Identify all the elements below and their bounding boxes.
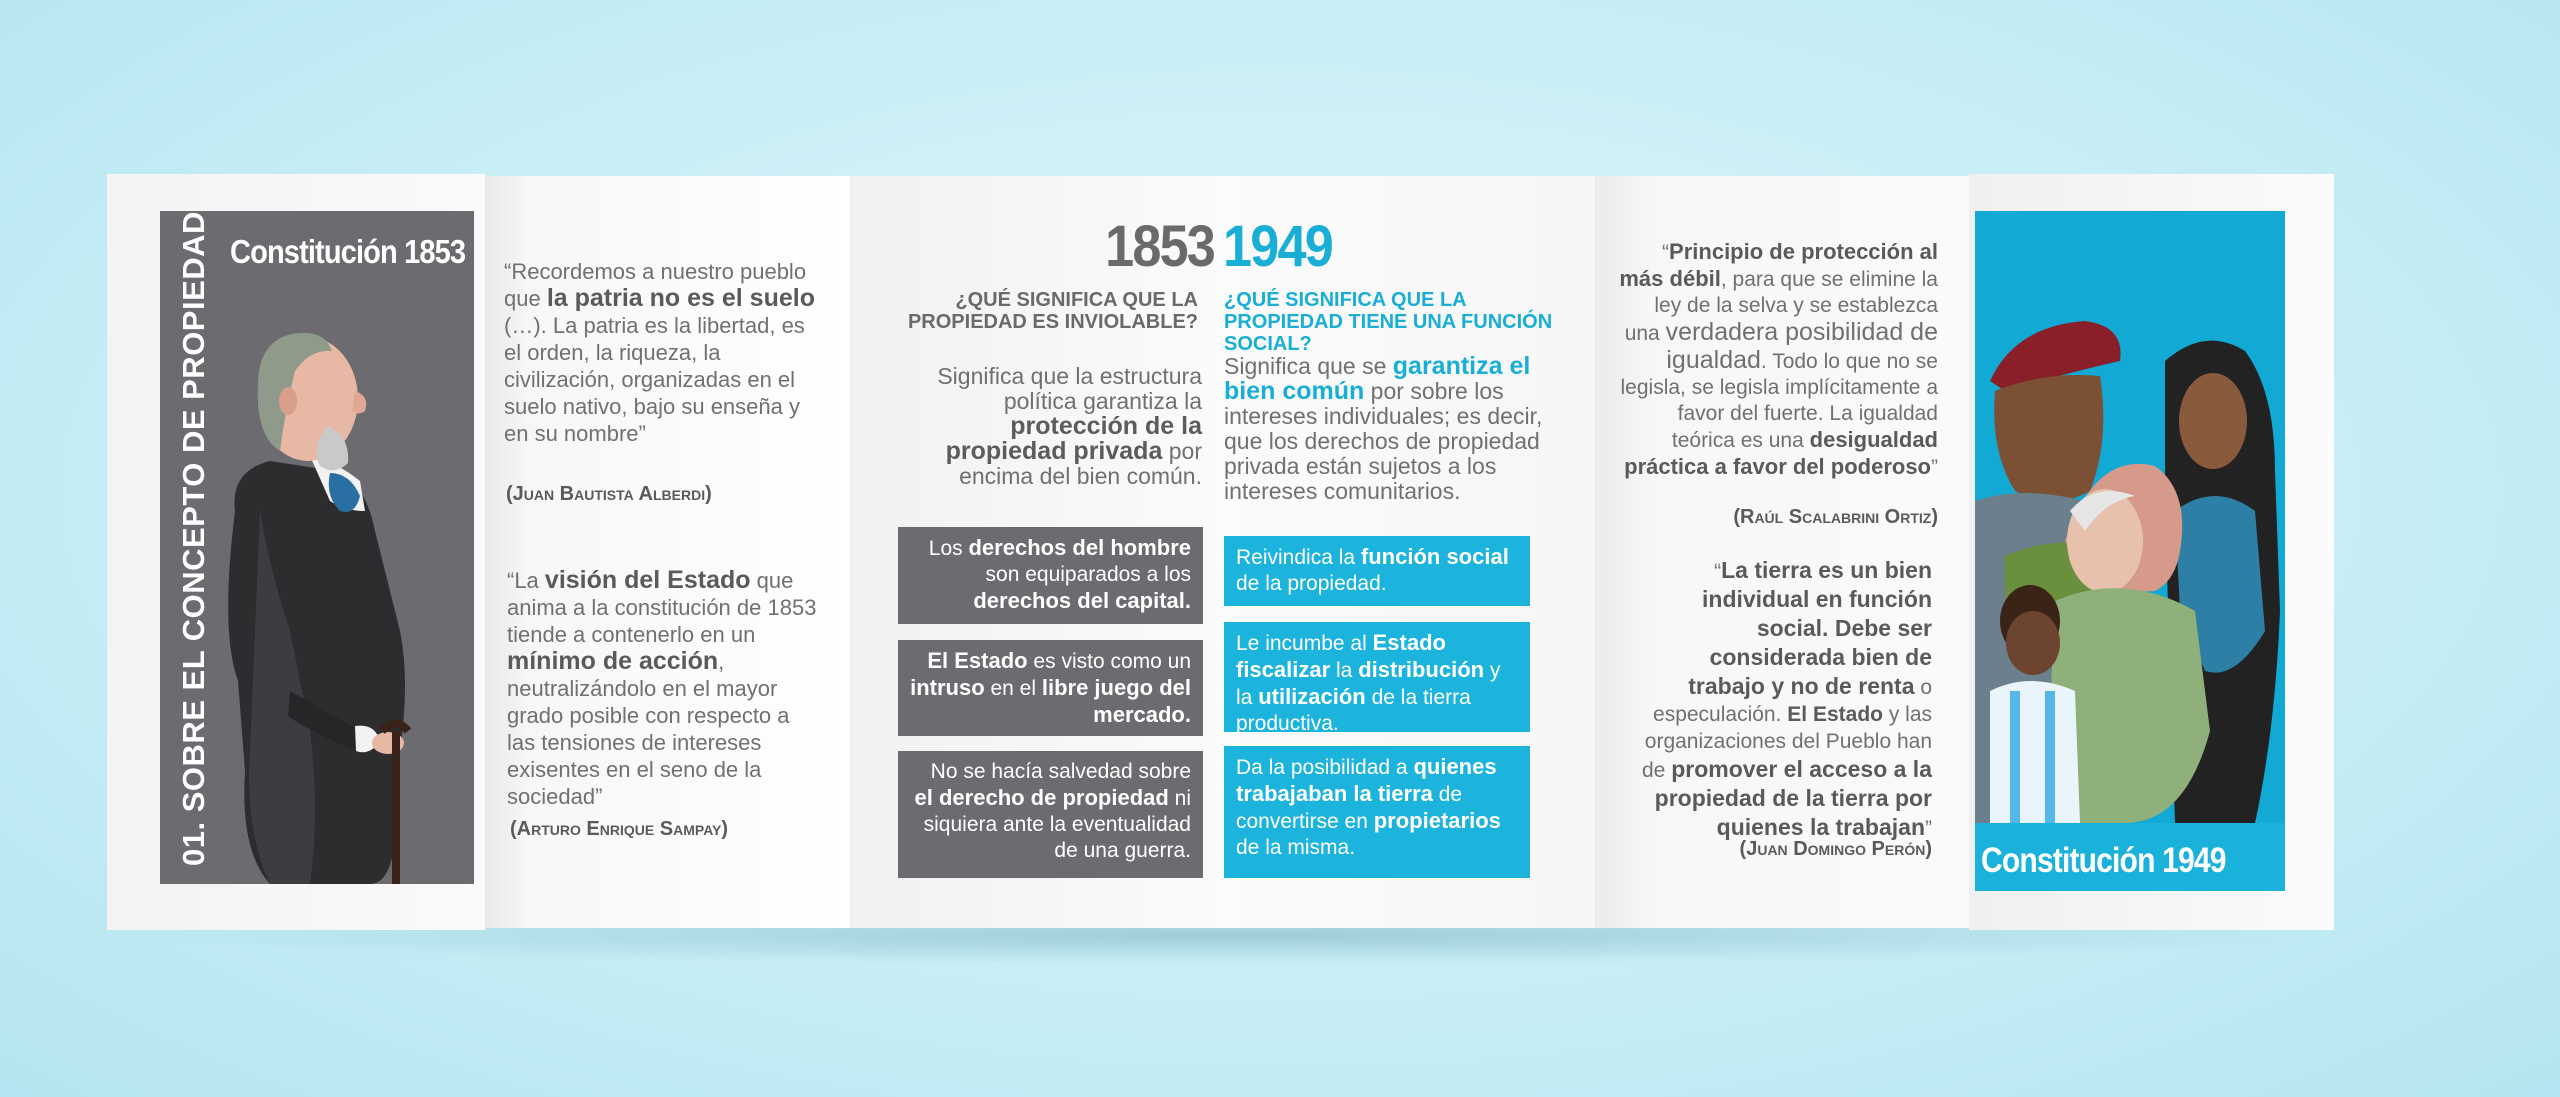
quote-text: “	[1662, 241, 1670, 264]
quote-highlight: verdadera posibilidad de igualdad	[1665, 318, 1938, 374]
box-text: .	[1184, 702, 1191, 727]
quote-emphasis: La tierra es un bien individual en función social. Debe ser considerada bien de trabajo y no de renta	[1688, 557, 1932, 699]
answer-text: Significa que la estructura política garantiza la	[937, 363, 1202, 414]
cover-1853-block	[160, 211, 474, 884]
box-text: en el	[984, 677, 1042, 700]
box-emphasis: El Estado	[927, 648, 1028, 673]
quote-text: , neutralizándolo en el mayor grado posible con respecto a las tensiones de intereses exisentes en el seno de la sociedad”	[507, 649, 790, 809]
author-scalabrini: (Raúl Scalabrini Ortiz)	[1733, 506, 1938, 528]
box-text: de la tierra productiva.	[1236, 686, 1471, 735]
year-1949: 1949	[1223, 214, 1332, 279]
year-1853: 1853	[1105, 214, 1215, 279]
answer-1949	[1224, 354, 1554, 504]
box-emphasis: utilización	[1258, 684, 1366, 709]
answer-text: por encima del bien común.	[959, 438, 1202, 489]
quote-emphasis: la patria no es el suelo	[546, 284, 815, 312]
quote-emphasis: mínimo de acción	[507, 647, 719, 675]
section-title: 01. SOBRE EL CONCEPTO DE PROPIEDAD	[176, 211, 211, 866]
quote-text: “Recordemos a nuestro pueblo que	[504, 259, 807, 311]
cover-title-1853: Constitución 1853	[230, 233, 466, 270]
cover-1949-block	[1975, 211, 2285, 891]
box-text: de convertirse en	[1236, 783, 1463, 833]
quote-emphasis: Principio de protección al más débil	[1619, 239, 1938, 291]
answer-emphasis: garantiza el bien común	[1224, 352, 1531, 405]
box-emphasis: el derecho de propiedad	[914, 785, 1169, 810]
question-1949: ¿QUÉ SIGNIFICA QUE LA PROPIEDAD TIENE UNA FUNCIÓN SOCIAL?	[1224, 289, 1553, 355]
quote-scalabrini	[1615, 239, 1938, 481]
box-emphasis: distribución	[1358, 657, 1485, 682]
box-text: Da la posibilidad a	[1236, 756, 1414, 779]
question-1853: ¿QUÉ SIGNIFICA QUE LA PROPIEDAD ES INVIOLABLE?	[907, 289, 1198, 333]
box-text: de la propiedad.	[1236, 572, 1387, 595]
quote-emphasis: promover el acceso a la propiedad de la tierra por quienes la trabajan	[1654, 756, 1932, 840]
quote-text: o especulación.	[1653, 676, 1932, 726]
quote-sampay	[507, 567, 817, 810]
answer-text: Significa que se	[1224, 353, 1393, 379]
box-text: Los	[928, 537, 969, 560]
box-emphasis: quienes trabajaban la tierra	[1236, 754, 1497, 806]
box-emphasis: Estado fiscalizar	[1236, 630, 1446, 682]
point-box-1853-1	[898, 527, 1203, 624]
box-text: y la	[1236, 659, 1501, 709]
quote-text: “La	[507, 568, 545, 593]
box-text: No se hacía salvedad sobre	[930, 760, 1191, 783]
box-text: Le incumbe al	[1236, 632, 1373, 655]
quote-alberdi	[504, 258, 824, 447]
box-text: de la misma.	[1236, 836, 1356, 859]
author-sampay: (Arturo Enrique Sampay)	[510, 818, 729, 840]
box-emphasis: derechos del hombre	[968, 535, 1191, 560]
point-box-1853-3	[898, 751, 1203, 878]
quote-emphasis: desigualdad práctica a favor del poderoso	[1624, 427, 1938, 479]
quote-peron	[1630, 556, 1932, 842]
answer-text: por sobre los intereses individuales; es decir, que los derechos de propiedad privada están sujetos a los intereses comunitarios.	[1224, 378, 1543, 504]
quote-emphasis: El Estado	[1787, 703, 1883, 726]
point-box-1949-1	[1224, 536, 1530, 606]
box-text: ni siquiera ante la eventualidad de una guerra.	[923, 787, 1191, 862]
box-text: .	[1184, 588, 1191, 613]
quote-text: que anima a la constitución de 1853 tiende a contenerlo en un	[507, 568, 817, 647]
answer-emphasis: protección de la propiedad privada	[945, 412, 1202, 465]
box-text: son equiparados a los	[985, 563, 1191, 586]
point-box-1853-2	[898, 640, 1203, 736]
author-peron: (Juan Domingo Perón)	[1739, 838, 1932, 860]
box-text: Reivindica la	[1236, 546, 1361, 569]
quote-emphasis: visión del Estado	[544, 566, 751, 594]
quote-text: y las organizaciones del Pueblo han de	[1641, 703, 1932, 782]
author-alberdi: (Juan Bautista Alberdi)	[506, 483, 712, 505]
box-emphasis: propietarios	[1373, 808, 1501, 833]
cover-title-1949: Constitución 1949	[1981, 841, 2226, 880]
box-emphasis: función social	[1360, 544, 1509, 569]
man-profile-illustration	[160, 211, 474, 884]
box-emphasis: derechos del capital	[973, 588, 1185, 613]
quote-text: , para que se elimine la ley de la selva y se establezca una	[1624, 268, 1938, 345]
quote-text: ”	[1931, 456, 1938, 479]
answer-1853	[900, 364, 1202, 489]
workers-group-illustration	[1975, 211, 2285, 891]
box-text: es visto como un	[1027, 650, 1191, 673]
point-box-1949-3	[1224, 746, 1530, 878]
quote-text: . Todo lo que no se legisla, se legisla implícitamente a favor del fuerte. La igualdad teórica es una	[1620, 350, 1938, 452]
quote-text: (…). La patria es la libertad, es el orden, la riqueza, la civilización, organizadas en el suelo nativo, bajo su enseña y en su nombre”	[504, 313, 805, 446]
quote-text: “	[1714, 560, 1722, 583]
box-emphasis: libre juego del mercado	[1041, 675, 1191, 727]
point-box-1949-2	[1224, 622, 1530, 735]
box-emphasis: intruso	[910, 675, 985, 700]
quote-text: ”	[1925, 817, 1932, 840]
box-text: la	[1330, 659, 1359, 682]
